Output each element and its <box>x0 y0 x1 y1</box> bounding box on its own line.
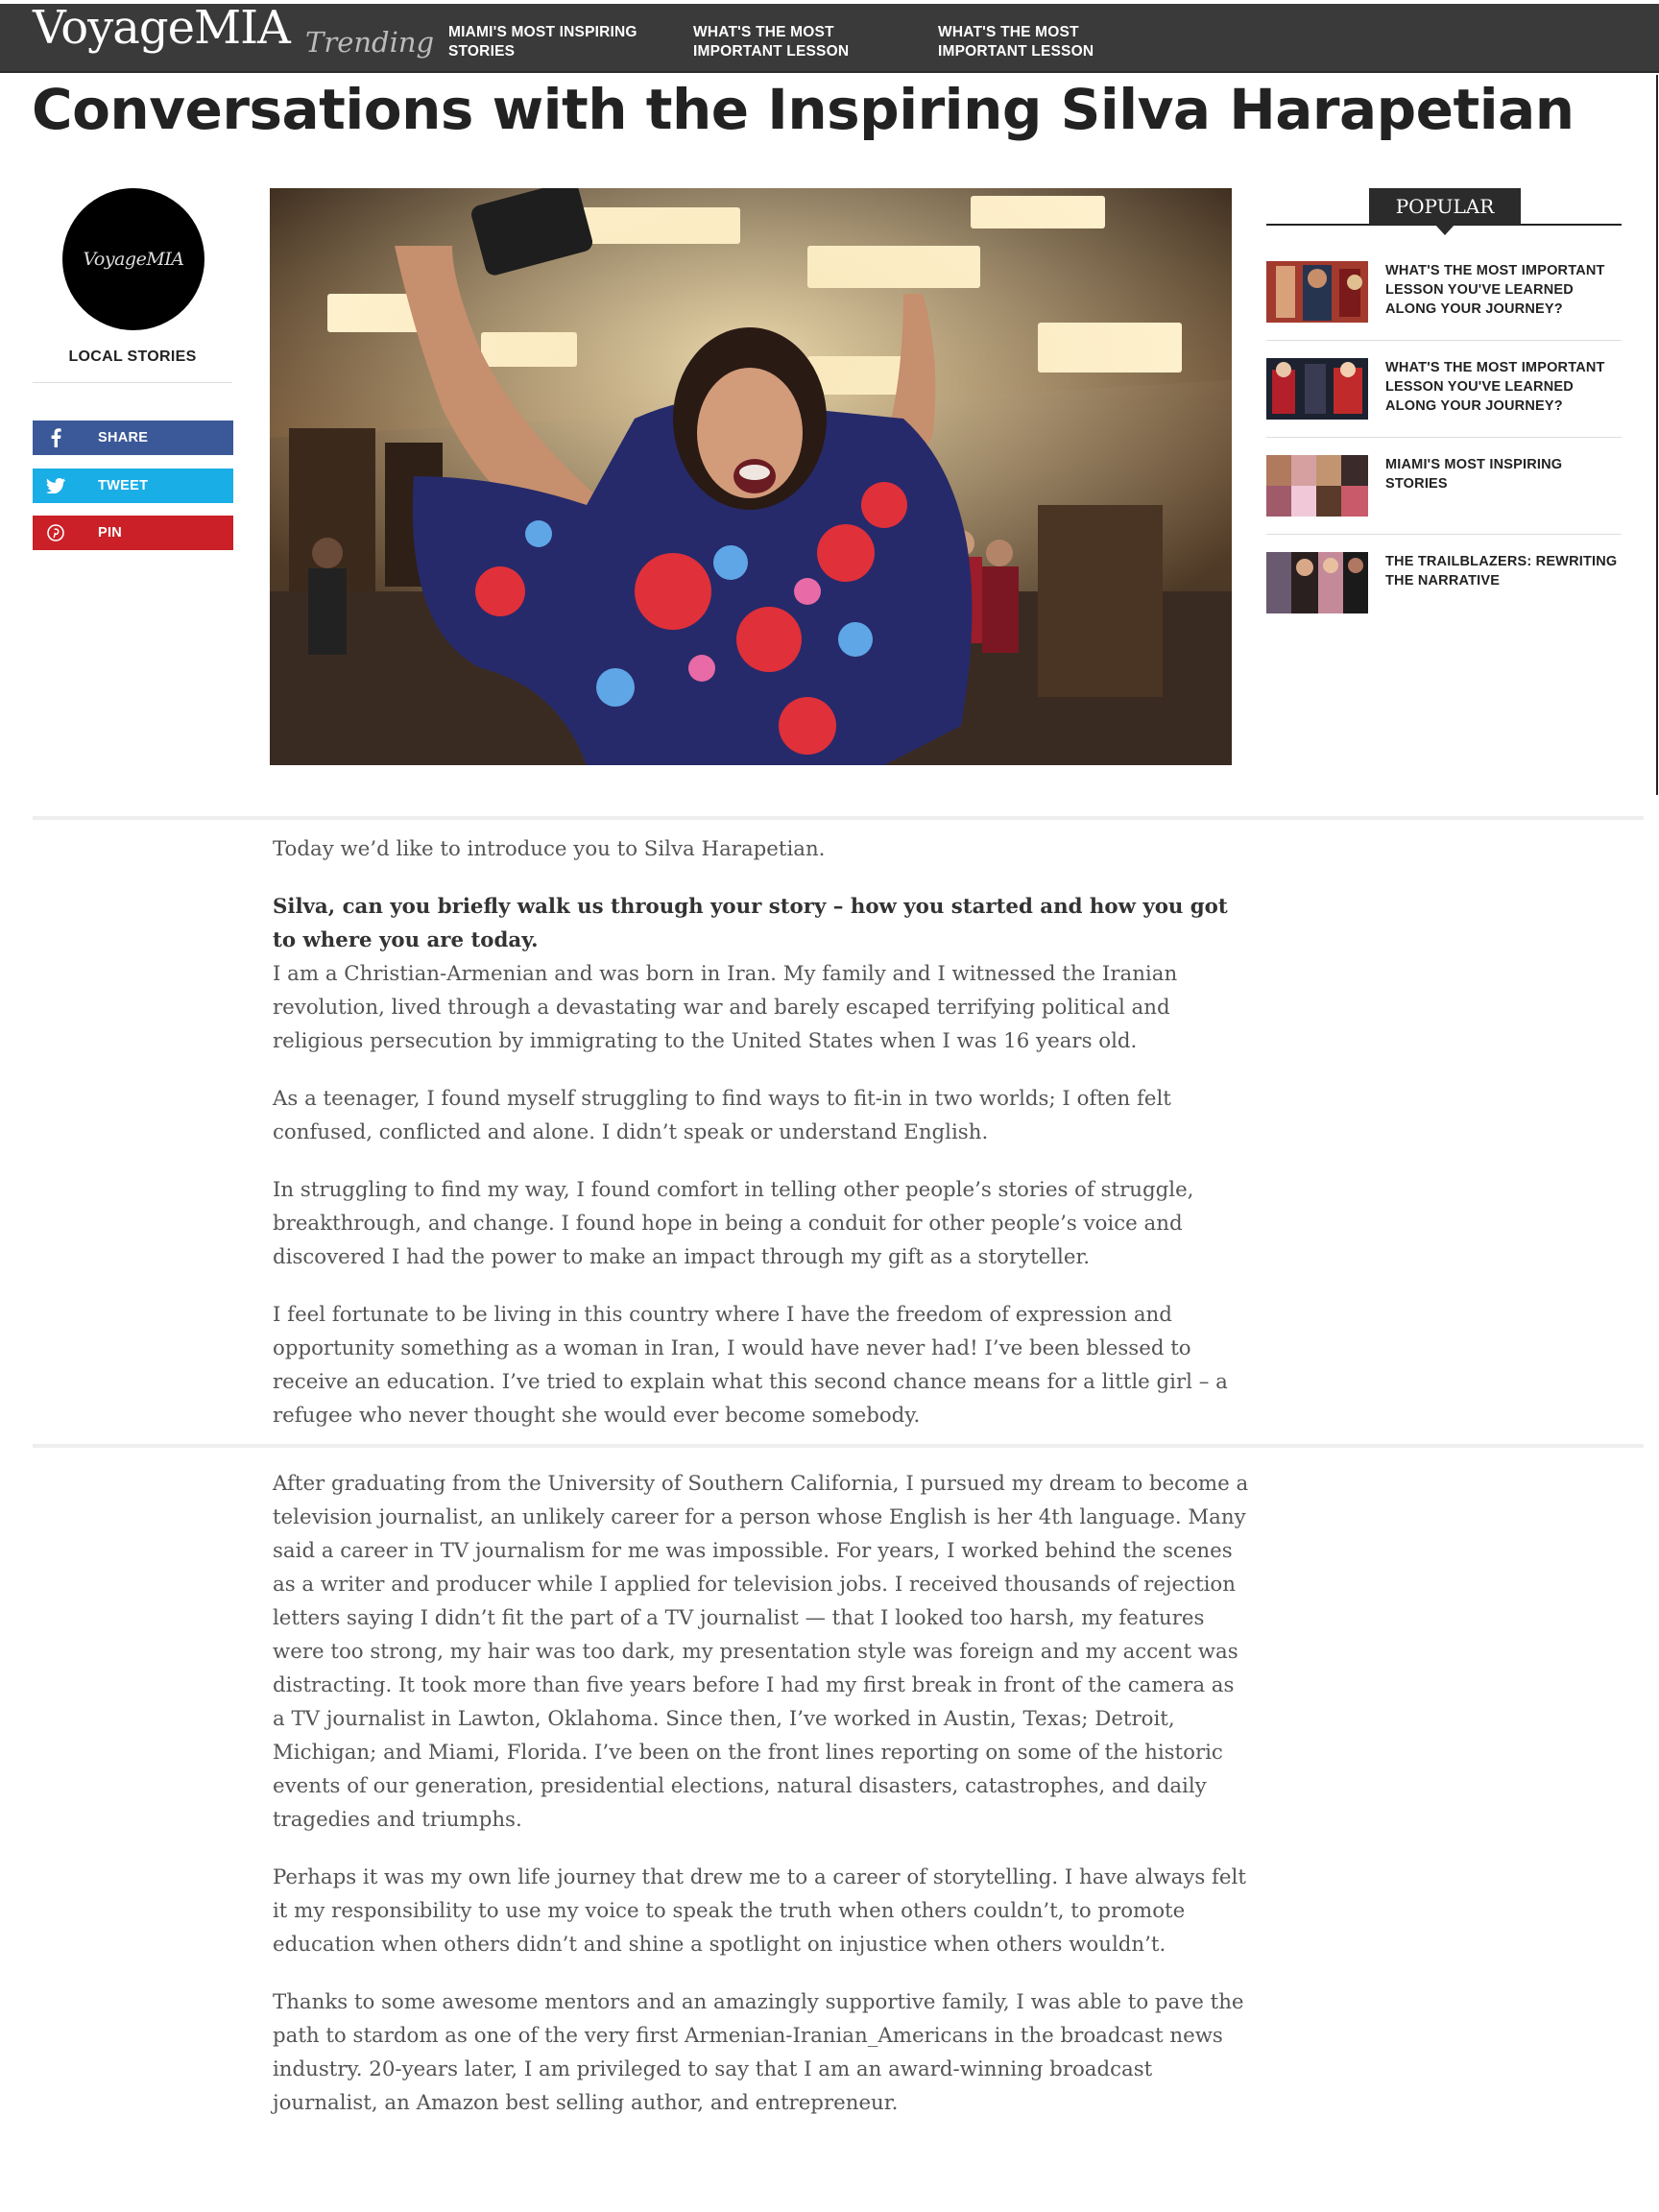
trending-link-2[interactable]: WHAT'S THE MOST IMPORTANT LESSON <box>693 24 850 60</box>
hero-photo <box>270 188 1232 765</box>
popular-item-title[interactable]: MIAMI'S MOST INSPIRING STORIES <box>1385 457 1563 492</box>
popular-thumbnail[interactable] <box>1266 358 1368 420</box>
tweet-button[interactable] <box>33 469 233 503</box>
popular-item-title[interactable]: THE TRAILBLAZERS: REWRITING THE NARRATIVE <box>1385 554 1618 589</box>
section-divider <box>33 816 1644 820</box>
scrollbar-edge <box>1656 75 1658 795</box>
pin-label: PIN <box>98 525 123 541</box>
trending-label: Trending <box>305 26 435 59</box>
article-paragraph: I feel fortunate to be living in this country where I have the freedom of expression and opportunity something as a woman in Iran, I would have never had! I’ve been blessed to receive an education. I’ve tried to explain what this second chance means for a little girl – a refugee who never thought she would ever become somebody. <box>273 1303 1228 1428</box>
popular-thumbnail[interactable] <box>1266 552 1368 613</box>
popular-item-title[interactable]: WHAT'S THE MOST IMPORTANT LESSON YOU'VE LEARNED ALONG YOUR JOURNEY? <box>1385 360 1605 414</box>
article-paragraph: Perhaps it was my own life journey that drew me to a career of storytelling. I have always felt it my responsibility to use my voice to speak the truth when others couldn’t, to promote education when others didn’t and shine a spotlight on injustice when others wouldn’t. <box>273 1865 1246 1957</box>
popular-item[interactable] <box>1266 552 1622 629</box>
category-label[interactable]: LOCAL STORIES <box>68 349 197 365</box>
popular-item[interactable] <box>1266 455 1622 532</box>
pin-button[interactable] <box>33 516 233 550</box>
popular-heading-pointer <box>1434 224 1455 235</box>
popular-thumbnail[interactable] <box>1266 455 1368 517</box>
popular-heading: POPULAR <box>1369 188 1521 225</box>
divider <box>33 382 232 383</box>
popular-item-title[interactable]: WHAT'S THE MOST IMPORTANT LESSON YOU'VE LEARNED ALONG YOUR JOURNEY? <box>1385 263 1605 317</box>
article-body-section-2 <box>273 1467 1252 2144</box>
page-title: Conversations with the Inspiring Silva Harapetian <box>32 77 1575 142</box>
popular-item[interactable] <box>1266 358 1622 435</box>
article-body-section-1 <box>273 832 1252 1456</box>
avatar[interactable] <box>62 188 204 330</box>
popular-thumbnail[interactable] <box>1266 261 1368 323</box>
twitter-icon <box>33 469 79 503</box>
avatar-logo-text: VoyageMIA <box>83 249 184 270</box>
divider <box>1266 437 1622 438</box>
article-intro: Today we’d like to introduce you to Silva Harapetian. <box>273 837 826 861</box>
share-label: SHARE <box>98 430 149 445</box>
divider <box>1266 534 1622 535</box>
trending-link-3[interactable]: WHAT'S THE MOST IMPORTANT LESSON <box>938 24 1094 60</box>
facebook-share-button[interactable] <box>33 421 233 455</box>
article-paragraph: I am a Christian-Armenian and was born in Iran. My family and I witnessed the Iranian revolution, lived through a devastating war and barely escaped terrifying political and religious persecution by immigrating to the United States when I was 16 years old. <box>273 962 1178 1053</box>
trending-link-1[interactable]: MIAMI'S MOST INSPIRING STORIES <box>448 24 637 60</box>
site-logo[interactable]: VoyageMIA <box>33 1 290 55</box>
interview-question: Silva, can you briefly walk us through your story – how you started and how you got to where you are today. <box>273 895 1228 952</box>
article-paragraph: Thanks to some awesome mentors and an amazingly supportive family, I was able to pave the path to stardom as one of the very first Armenian-Iranian_Americans in the broadcast news industry. 20-years later, I am privileged to say that I am an award-winning broadcast journalist, an Amazon best selling author, and entrepreneur. <box>273 1990 1244 2115</box>
facebook-icon <box>33 421 79 455</box>
top-navigation-bar <box>0 1 1659 73</box>
pinterest-icon <box>33 516 79 550</box>
divider <box>1266 340 1622 341</box>
article-paragraph: As a teenager, I found myself struggling to find ways to fit-in in two worlds; I often felt confused, conflicted and alone. I didn’t speak or understand English. <box>273 1087 1171 1144</box>
article-paragraph: After graduating from the University of Southern California, I pursued my dream to become a television journalist, an unlikely career for a person whose English is her 4th language. Many said a career in TV journalism for me was impossible. For years, I worked behind the scenes as a writer and producer while I applied for television jobs. I received thousands of rejection letters saying I didn’t fit the part of a TV journalist — that I looked too harsh, my features were too strong, my hair was too dark, my presentation style was foreign and my accent was distracting. It took more than five years before I had my first break in front of the camera as a TV journalist in Lawton, Oklahoma. Since then, I’ve worked in Austin, Texas; Detroit, Michigan; and Miami, Florida. I’ve been on the front lines reporting on some of the historic events of our generation, presidential elections, natural disasters, catastrophes, and daily tragedies and triumphs. <box>273 1472 1249 1832</box>
tweet-label: TWEET <box>98 478 149 493</box>
article-paragraph: In struggling to find my way, I found comfort in telling other people’s stories of struggle, breakthrough, and change. I found hope in being a conduit for other people’s voice and discovered I had the power to make an impact through my gift as a storyteller. <box>273 1178 1194 1269</box>
popular-item[interactable] <box>1266 261 1622 338</box>
